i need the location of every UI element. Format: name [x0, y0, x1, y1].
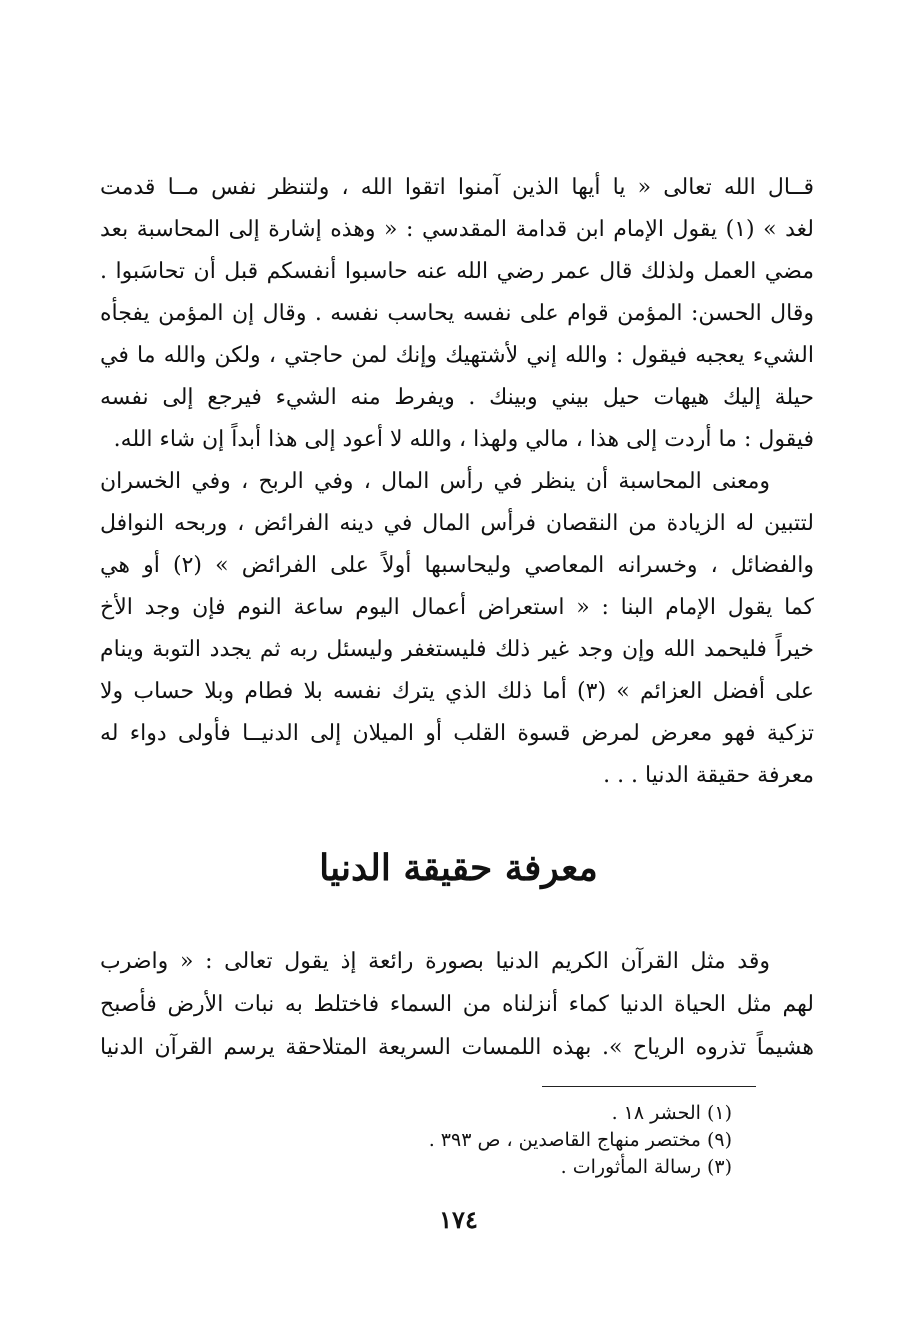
text-line: لغد » (١) يقول الإمام ابن قدامة المقدسي : « وهذه إشارة إلى المحاسبة بعد — [100, 217, 814, 242]
footnote: (٩) مختصر منهاج القاصدين ، ص ٣٩٣ . — [428, 1129, 732, 1151]
text-line: تزكية فهو معرض لمرض قسوة القلب أو الميلان إلى الدنيــا فأولى دواء له — [100, 721, 814, 746]
text-line: لهم مثل الحياة الدنيا كماء أنزلناه من السماء فاختلط به نبات الأرض فأصبح — [100, 992, 814, 1017]
section-heading: معرفة حقيقة الدنيا — [319, 847, 598, 889]
text-line: لتتبين له الزيادة من النقصان فرأس المال في دينه الفرائض ، وربحه النوافل — [100, 511, 814, 536]
text-line: وقال الحسن: المؤمن قوام على نفسه يحاسب نفسه . وقال إن المؤمن يفجأه — [100, 301, 814, 326]
text-line: مضي العمل ولذلك قال عمر رضي الله عنه حاسبوا أنفسكم قبل أن تحاسَبوا . — [100, 259, 814, 284]
text-line: معرفة حقيقة الدنيا . . . — [603, 763, 814, 788]
section-paragraph — [100, 940, 814, 1069]
text-line: الشيء يعجبه فيقول : والله إني لأشتهيك وإنك لمن حاجتي ، ولكن والله ما في — [100, 343, 814, 368]
text-line: فيقول : ما أردت إلى هذا ، مالي ولهذا ، والله لا أعود إلى هذا أبداً إن شاء الله. — [113, 427, 814, 452]
text-line: ومعنى المحاسبة أن ينظر في رأس المال ، وفي الربح ، وفي الخسران — [100, 469, 770, 494]
text-line: هشيماً تذروه الرياح ». بهذه اللمسات السريعة المتلاحقة يرسم القرآن الدنيا — [100, 1035, 814, 1060]
footnotes — [232, 1100, 732, 1181]
text-line: حيلة إليك هيهات حيل بيني وبينك . ويفرط منه الشيء فيرجع إلى نفسه — [100, 385, 814, 410]
text-line: قــال الله تعالى « يا أيها الذين آمنوا اتقوا الله ، ولتنظر نفس مــا قدمت — [100, 175, 814, 200]
text-line: والفضائل ، وخسرانه المعاصي وليحاسبها أولاً على الفرائض » (٢) أو هي — [100, 553, 814, 578]
text-line: كما يقول الإمام البنا : « استعراض أعمال اليوم ساعة النوم فإن وجد الأخ — [100, 595, 814, 620]
text-line: خيراً فليحمد الله وإن وجد غير ذلك فليستغفر وليسئل ربه ثم يجدد التوبة وينام — [100, 637, 814, 662]
text-line: على أفضل العزائم » (٣) أما ذلك الذي يترك نفسه بلا فطام وبلا حساب ولا — [100, 679, 814, 704]
main-paragraphs — [100, 167, 814, 797]
footnote: (٣) رسالة المأثورات . — [560, 1156, 732, 1178]
text-line: وقد مثل القرآن الكريم الدنيا بصورة رائعة إذ يقول تعالى : « واضرب — [100, 949, 770, 974]
footnote: (١) الحشر ١٨ . — [611, 1102, 732, 1124]
page-number: ١٧٤ — [439, 1205, 478, 1234]
footnote-divider — [542, 1086, 756, 1087]
